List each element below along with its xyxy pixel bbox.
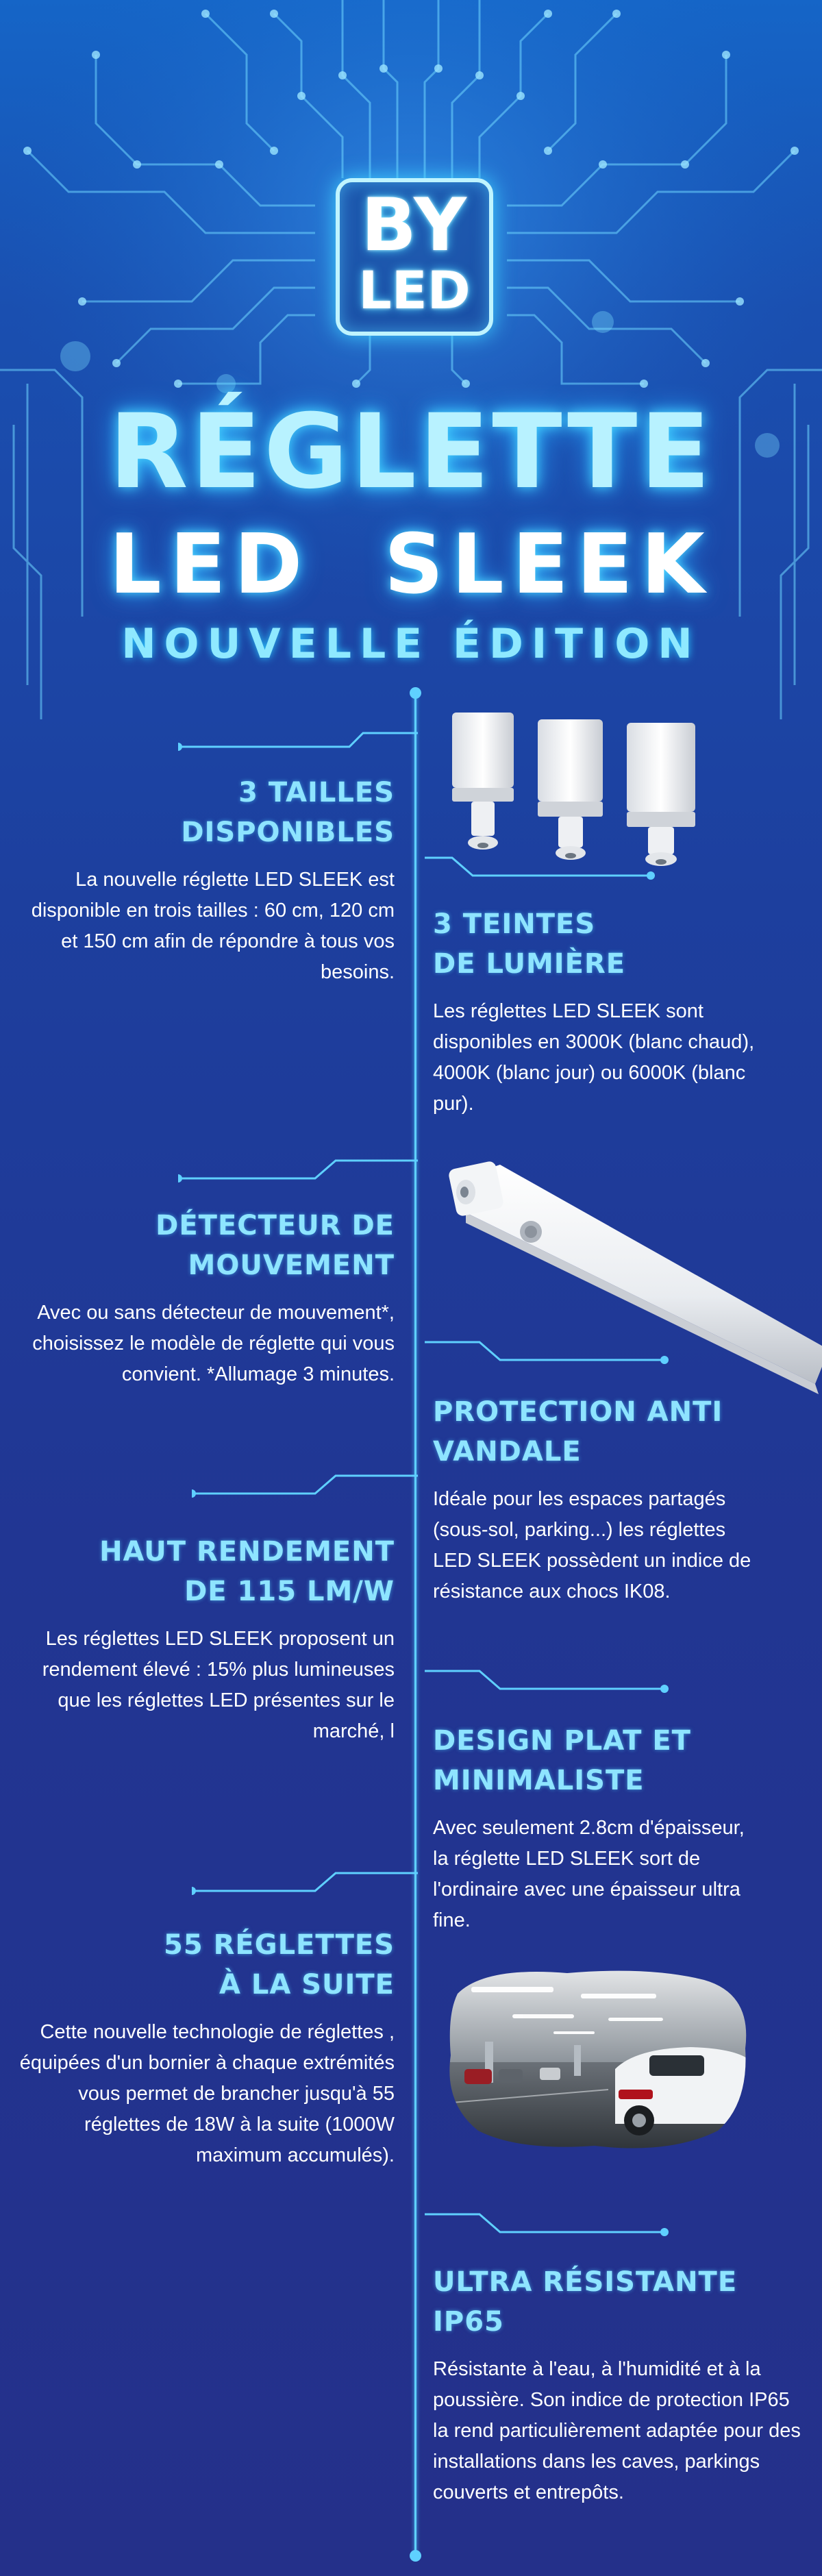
feature-ip65 [433, 2262, 803, 2508]
timeline-dot-top [410, 687, 421, 699]
connector-left-4 [192, 1870, 425, 1898]
connector-left-1 [178, 726, 425, 754]
feature-ip65-text: Résistante à l'eau, à l'humidité et à la poussière. Son indice de protection IP65 la rend particulièrement adaptée pour des installations dans les caves, parkings couverts et entrepôts. [433, 2358, 801, 2503]
feature-design [433, 1721, 762, 1936]
feature-yield-text: Les réglettes LED SLEEK proposent un rendement élevé : 15% plus lumineuses que les réglettes LED présentes sur le marché, l [42, 1628, 395, 1742]
feature-sizes-heading: 3 TAILLES DISPONIBLES [181, 777, 395, 848]
feature-tints-heading: 3 TEINTES DE LUMIÈRE [433, 908, 626, 980]
feature-tints [433, 904, 762, 1119]
feature-motion [11, 1206, 395, 1390]
feature-chain-text: Cette nouvelle technologie de réglettes , équipées d'un bornier à chaque extrémités vous permet de brancher jusqu'à 55 réglettes de 18W à la suite (1000W maximum accumulés). [19, 2021, 395, 2166]
title-led-sleek: LED SLEEK [109, 517, 713, 612]
feature-ip65-heading: ULTRA RÉSISTANTE IP65 [433, 2266, 738, 2338]
connector-right-3 [425, 1668, 671, 1696]
title-reglette: RÉGLETTE [109, 393, 713, 512]
led-batten-with-sensor [445, 1151, 822, 1398]
feature-yield-heading: HAUT RENDEMENT DE 115 LM/W [99, 1536, 395, 1607]
connector-left-2 [178, 1158, 425, 1185]
logo-led-text: LED [358, 260, 471, 321]
logo-by-text: BY [361, 183, 468, 267]
feature-vandal-text: Idéale pour les espaces partagés (sous-sol, parking...) les réglettes LED SLEEK possèdent un indice de résistance aux chocs IK08. [433, 1488, 751, 1602]
feature-sizes-text: La nouvelle réglette LED SLEEK est disponible en trois tailles : 60 cm, 120 cm et 150 cm afin de répondre à tous vos besoins. [31, 869, 395, 983]
feature-motion-text: Avec ou sans détecteur de mouvement*, choisissez le modèle de réglette qui vous convient. *Allumage 3 minutes. [32, 1302, 395, 1385]
brand-logo [336, 178, 493, 336]
parking-garage-photo [444, 1966, 752, 2151]
feature-design-text: Avec seulement 2.8cm d'épaisseur, la réglette LED SLEEK sort de l'ordinaire avec une épaisseur ultra fine. [433, 1817, 745, 1931]
feature-tints-text: Les réglettes LED SLEEK sont disponibles en 3000K (blanc chaud), 4000K (blanc jour) ou 6000K (blanc pur). [433, 1000, 755, 1115]
feature-yield [11, 1532, 395, 1747]
feature-design-heading: DESIGN PLAT ET MINIMALISTE [433, 1725, 691, 1796]
feature-motion-heading: DÉTECTEUR DE MOUVEMENT [155, 1210, 395, 1281]
feature-vandal-heading: PROTECTION ANTI VANDALE [433, 1396, 723, 1467]
feature-chain [11, 1925, 395, 2171]
feature-sizes [11, 773, 395, 988]
feature-chain-heading: 55 RÉGLETTES À LA SUITE [164, 1929, 395, 2001]
timeline-line [414, 692, 416, 2555]
feature-vandal [433, 1392, 762, 1607]
led-batten-end-caps [445, 706, 706, 870]
timeline-dot-bottom [410, 2550, 421, 2562]
title-nouvelle-edition: NOUVELLE ÉDITION [121, 620, 701, 668]
connector-left-3 [192, 1473, 425, 1500]
connector-right-4 [425, 2212, 671, 2239]
